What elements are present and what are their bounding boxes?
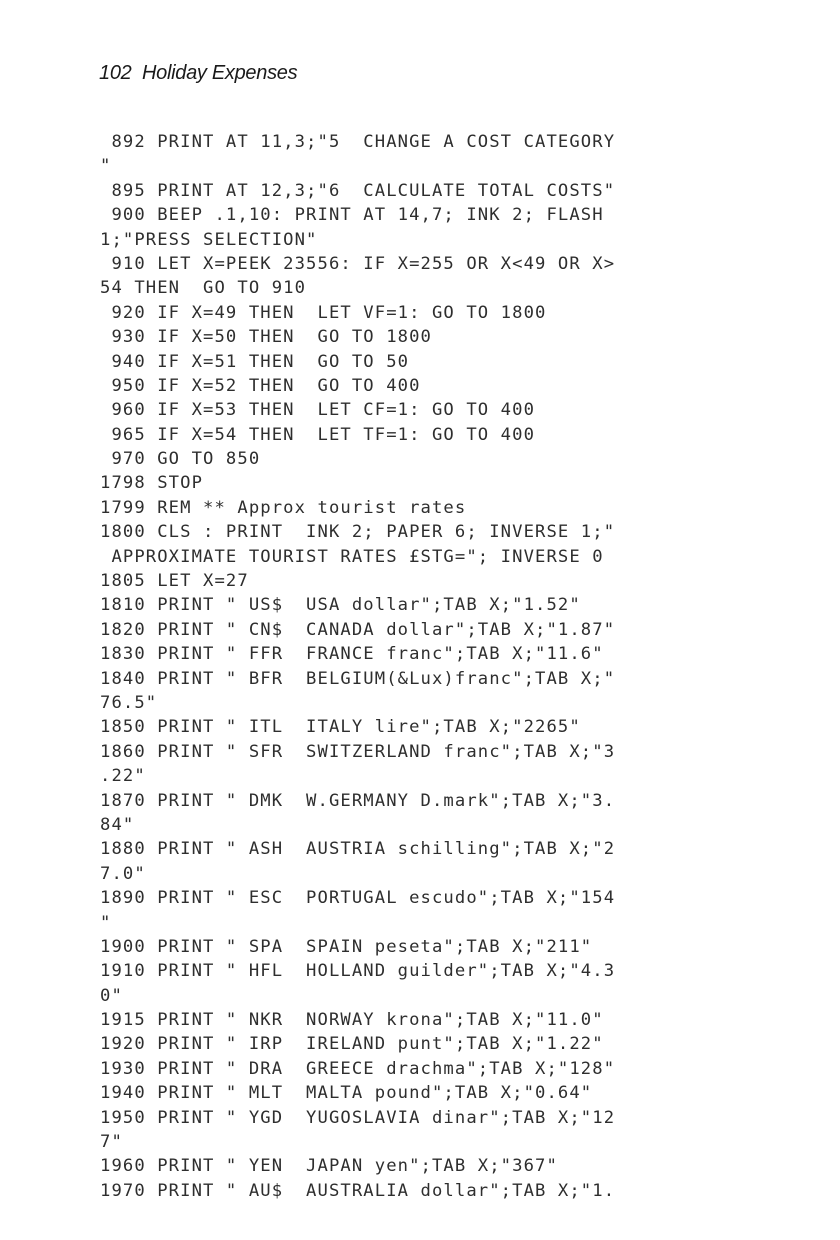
code-line: 965 IF X=54 THEN LET TF=1: GO TO 400	[100, 424, 536, 445]
code-line: 910 LET X=PEEK 23556: IF X=255 OR X<49 OR X>	[100, 253, 616, 274]
code-line: 892 PRINT AT 11,3;"5 CHANGE A COST CATEGORY	[100, 132, 616, 152]
code-line: "	[100, 156, 112, 177]
code-line: 920 IF X=49 THEN LET VF=1: GO TO 1800	[100, 302, 547, 323]
page-number: 102	[99, 62, 132, 84]
code-line: 1840 PRINT " BFR BELGIUM(&Lux)franc";TAB X;"	[100, 668, 616, 689]
code-line: 1880 PRINT " ASH AUSTRIA schilling";TAB X;"2	[100, 839, 616, 860]
code-line: 76.5"	[100, 692, 158, 713]
code-line: 950 IF X=52 THEN GO TO 400	[100, 375, 421, 396]
code-line: 1915 PRINT " NKR NORWAY krona";TAB X;"11.0"	[100, 1010, 604, 1031]
code-line: 1920 PRINT " IRP IRELAND punt";TAB X;"1.22"	[100, 1034, 604, 1055]
code-line: 1950 PRINT " YGD YUGOSLAVIA dinar";TAB X;"12	[100, 1107, 616, 1128]
code-line: 1900 PRINT " SPA SPAIN peseta";TAB X;"211"	[100, 936, 593, 957]
code-line: 1970 PRINT " AU$ AUSTRALIA dollar";TAB X;"1.	[100, 1180, 616, 1201]
code-line: 940 IF X=51 THEN GO TO 50	[100, 351, 410, 372]
code-line: 1960 PRINT " YEN JAPAN yen";TAB X;"367"	[100, 1156, 558, 1177]
code-line: 930 IF X=50 THEN GO TO 1800	[100, 327, 432, 348]
code-line: 1;"PRESS SELECTION"	[100, 229, 318, 250]
code-line: 960 IF X=53 THEN LET CF=1: GO TO 400	[100, 400, 536, 421]
code-line: APPROXIMATE TOURIST RATES £STG="; INVERSE 0	[100, 546, 604, 567]
code-line: 0"	[100, 985, 123, 1006]
chapter-title: Holiday Expenses	[142, 62, 298, 84]
code-line: .22"	[100, 766, 146, 787]
program-listing	[100, 130, 760, 1203]
code-line: 54 THEN GO TO 910	[100, 278, 307, 299]
code-line: 970 GO TO 850	[100, 449, 261, 470]
code-line: 84"	[100, 814, 135, 835]
code-line: 1910 PRINT " HFL HOLLAND guilder";TAB X;"4.3	[100, 961, 616, 982]
code-line: 7.0"	[100, 863, 146, 884]
code-line: 1870 PRINT " DMK W.GERMANY D.mark";TAB X;"3.	[100, 790, 616, 811]
code-line: 1805 LET X=27	[100, 571, 249, 592]
code-line: 1890 PRINT " ESC PORTUGAL escudo";TAB X;"154	[100, 888, 616, 909]
code-line: 1798 STOP	[100, 473, 204, 494]
code-line: "	[100, 912, 112, 933]
code-line: 1940 PRINT " MLT MALTA pound";TAB X;"0.64"	[100, 1083, 593, 1104]
code-line: 1850 PRINT " ITL ITALY lire";TAB X;"2265"	[100, 717, 581, 738]
code-line: 1800 CLS : PRINT INK 2; PAPER 6; INVERSE 1;"	[100, 522, 616, 543]
code-line: 1799 REM ** Approx tourist rates	[100, 497, 467, 518]
code-line: 895 PRINT AT 12,3;"6 CALCULATE TOTAL COSTS"	[100, 180, 616, 201]
code-line: 1860 PRINT " SFR SWITZERLAND franc";TAB X;"3	[100, 741, 616, 762]
code-line: 1830 PRINT " FFR FRANCE franc";TAB X;"11.6"	[100, 644, 604, 665]
code-line: 900 BEEP .1,10: PRINT AT 14,7; INK 2; FLASH	[100, 205, 604, 226]
code-line: 1930 PRINT " DRA GREECE drachma";TAB X;"128"	[100, 1058, 616, 1079]
page-header	[99, 62, 297, 85]
code-line: 1820 PRINT " CN$ CANADA dollar";TAB X;"1.87"	[100, 619, 616, 640]
code-line: 1810 PRINT " US$ USA dollar";TAB X;"1.52"	[100, 595, 581, 616]
code-line: 7"	[100, 1132, 123, 1153]
